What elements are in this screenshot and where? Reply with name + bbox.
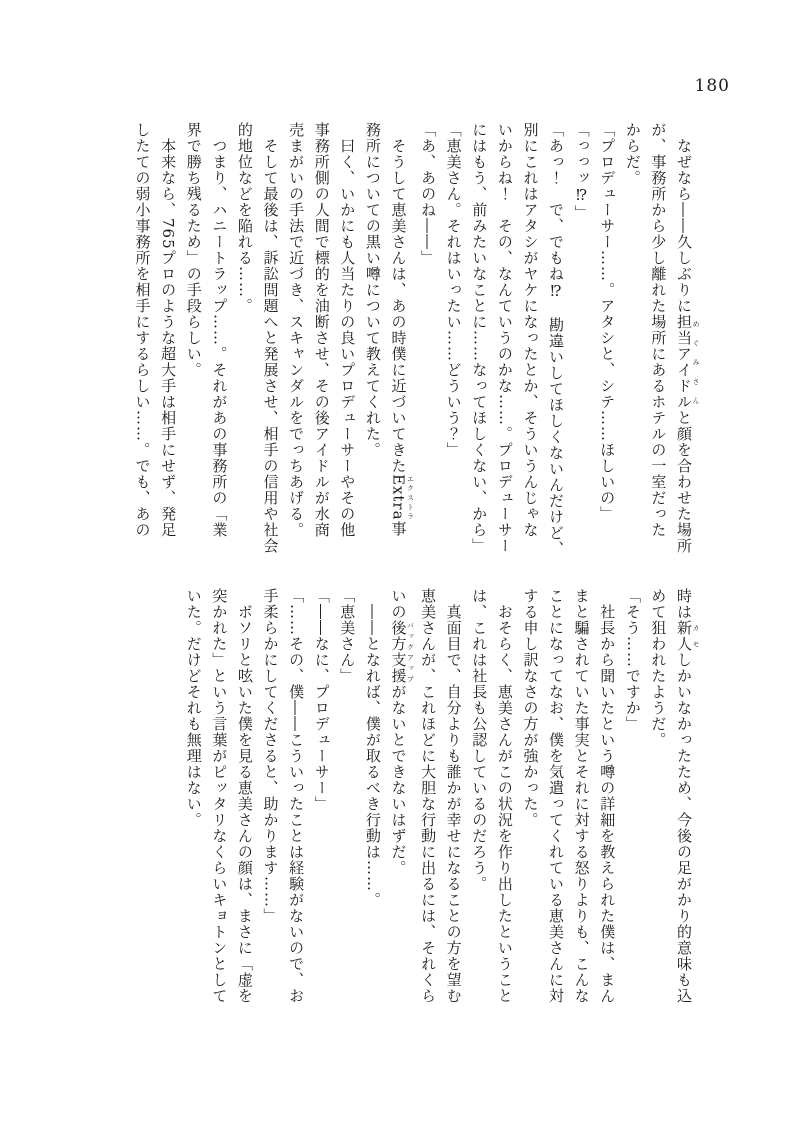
- text-line: 売まがいの手法で近づき、スキャンダルをでっちあげる。: [287, 122, 306, 538]
- text-line: 「そう……ですか」: [623, 588, 642, 732]
- ruby-annotated-text: 新人 カモ: [675, 620, 700, 652]
- text-line: が、事務所から少し離れた場所にあるホテルの一室だった: [649, 122, 668, 538]
- text-line: 「っっッ⁉」: [572, 122, 591, 221]
- furigana: カモ: [692, 620, 700, 652]
- text-line: からだ。: [623, 122, 642, 186]
- text-line: 手柔らかにしてくださると、助かります……」: [261, 588, 280, 924]
- text-block-top: [129, 122, 700, 558]
- text-line: 務所についての黒い噂について教えてくれた。: [363, 122, 382, 458]
- text-line: いた。だけどそれも無理はない。: [184, 588, 203, 828]
- page-number: 180: [694, 76, 730, 96]
- text-line: 時は新人 カモしかいなかったため、今後の足がかり的意味も込: [675, 588, 700, 1004]
- text-line: めて狙われたようだ。: [649, 588, 668, 748]
- text-line: そうして恵美さんは、あの時僕に近づいてきたExtra エクストラ事: [389, 138, 415, 537]
- furigana: めぐみさん: [692, 314, 700, 410]
- ruby-annotated-text: 担当アイドル めぐみさん: [675, 314, 700, 410]
- text-line: 突かれた」という言葉がピッタリなくらいキョトンとして: [210, 588, 229, 1004]
- furigana: バックアップ: [406, 620, 415, 684]
- text-line: 曰く、いかにも人当たりの良いプロデューサーやその他: [338, 138, 357, 538]
- text-line: なぜなら――久しぶりに担当アイドル めぐみさんと顔を合わせた場所: [675, 138, 700, 554]
- text-line: 別にこれはアタシがヤケになったとか、そういうんじゃな: [521, 122, 540, 538]
- text-line: は、これは社長も公認しているのだろう。: [470, 588, 489, 892]
- text-line: 「あ、あのね――」: [419, 122, 438, 266]
- text-line: 界で勝ち残るため」の手段らしい。: [184, 122, 203, 378]
- text-line: 「恵美さん。それはいったい……どういう？」: [444, 122, 463, 458]
- text-line: 「恵美さん」: [338, 588, 357, 684]
- text-line: いの後方支援 バックアップがないとできないはずだ。: [389, 588, 415, 876]
- text-line: 恵美さんが、これほどに大胆な行動に出るには、それくら: [419, 588, 438, 1004]
- text-line: つまり、ハニートラップ……。それがあの事務所の「業: [210, 138, 229, 538]
- text-line: おそらく、恵美さんがこの状況を作り出したということ: [495, 604, 514, 1004]
- text-line: 社長から聞いたという噂の詳細を教えられた僕は、まん: [598, 604, 617, 1004]
- text-line: ことになってなお、僕を気遣ってくれている恵美さんに対: [547, 588, 566, 1004]
- text-line: 本来なら、765プロのような超大手は相手にせず、発足: [159, 138, 178, 538]
- text-line: 事務所側の人間で標的を油断させ、その後アイドルが水商: [312, 122, 331, 538]
- text-line: 「……その、僕――こういったことは経験がないので、お: [287, 588, 306, 1004]
- furigana: エクストラ: [406, 474, 415, 521]
- text-line: ――となれば、僕が取るべき行動は……。: [363, 604, 382, 908]
- ruby-annotated-text: 後方支援 バックアップ: [389, 620, 415, 684]
- text-line: にはもう、前みたいなことに……なってほしくない、から」: [470, 122, 489, 554]
- text-line: 「プロデューサー……。アタシと、シテ……ほしいの」: [598, 122, 617, 522]
- text-block-bottom: [180, 588, 700, 1024]
- ruby-annotated-text: Extra エクストラ: [389, 474, 415, 521]
- text-line: 「――なに、プロデューサー」: [312, 588, 331, 812]
- text-line: する申し訳なさの方が強かった。: [521, 588, 540, 828]
- text-line: したての弱小事務所を相手にするらしい……。でも、あの: [133, 122, 152, 538]
- text-line: 「あっ！ で、でもね⁉ 勘違いしてほしくないんだけど、: [547, 122, 566, 557]
- text-line: まと騙されていた事実とそれに対する怒りよりも、こんな: [572, 588, 591, 1004]
- text-line: 的地位などを陥れる……。: [235, 122, 254, 314]
- text-line: そして最後は、訴訟問題へと発展させ、相手の信用や社会: [261, 138, 280, 554]
- text-line: いからね！ その、なんていうのかな……。プロデューサー: [495, 122, 514, 554]
- text-line: ボソリと呟いた僕を見る恵美さんの顔は、まさに「虚を: [235, 604, 254, 1004]
- text-line: 真面目で、自分よりも誰かが幸せになることの方を望む: [444, 604, 463, 1004]
